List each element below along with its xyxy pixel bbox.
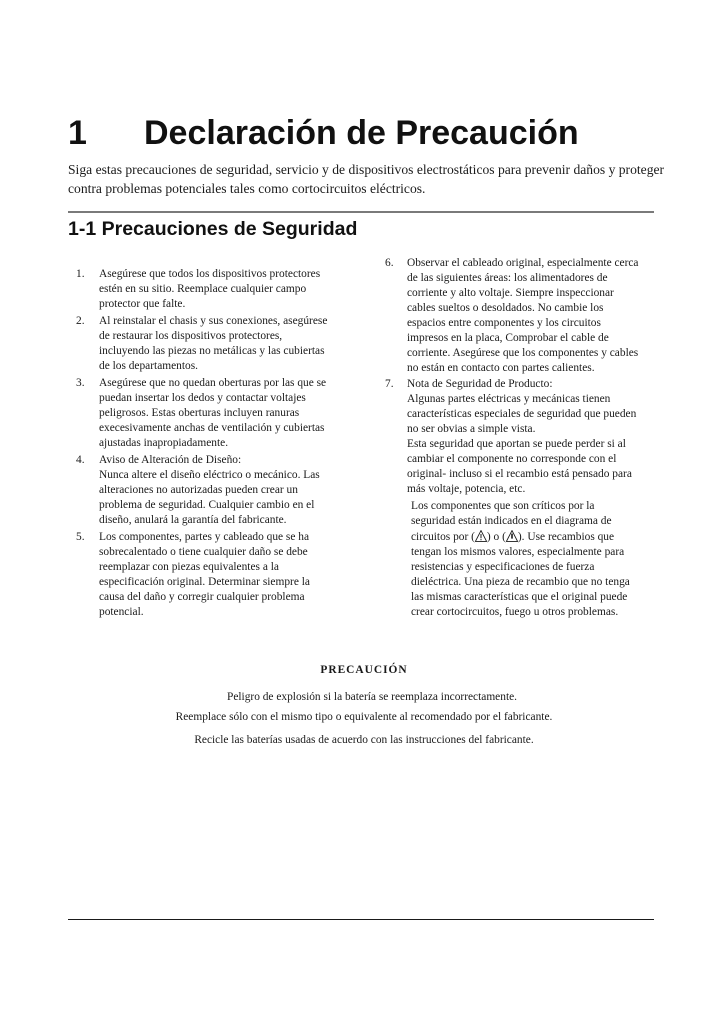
chapter-number: 1 [68,114,87,152]
item-line: execesivamente anchas de ventilación y cubiertas [99,422,325,434]
item-line: de las siguientes áreas: los alimentadores de [407,272,608,284]
item-line: puedan insertar los dedos y contactar voltajes [99,392,306,404]
note-line: las mismas características que el original puede [411,591,628,603]
list-item [70,530,370,620]
item-line: cambiar el componente no corresponde con el [407,453,617,465]
section-divider [68,211,654,213]
list-item [378,377,658,620]
warning-triangle-exclamation-icon [506,530,518,542]
item-line: Observar el cableado original, especialmente cerca [407,257,639,269]
item-line: Al reinstalar el chasis y sus conexiones, asegúrese [99,315,328,327]
item-line: impresos en la placa, Comprobar el cable de [407,332,609,344]
item-line: Algunas partes eléctricas y mecánicas tienen [407,393,611,405]
item-line: Asegúrese que no quedan oberturas por las que se [99,377,327,389]
item-line: causa del daño y corregir cualquier problema [99,591,305,603]
item-number: 1. [76,268,85,280]
note-line: resistencias y especificaciones de fuerza [411,561,595,573]
footer-divider [68,919,654,920]
item-line: diseño, anulará la garantía del fabricante. [99,514,287,526]
item-line: peligrosos. Estas oberturas incluyen ranuras [99,407,300,419]
list-item [70,453,370,528]
item-line: cables sueltos o desoldados. No cambie los [407,302,604,314]
item-line: Nunca altere el diseño eléctrico o mecánico. Las [99,469,320,481]
item-line: Nota de Seguridad de Producto: [407,378,553,390]
item-line: ajustadas inapropiadamente. [99,437,229,449]
item-line: características especiales de seguridad que pueden [407,408,637,420]
item-number: 5. [76,531,85,543]
item-line: estén en su sitio. Reemplace cualquier campo [99,283,307,295]
intro-line: Siga estas precauciones de seguridad, servicio y de dispositivos electrostáticos para prevenir daños y proteger [68,162,665,177]
item-number: 7. [385,378,394,390]
safety-list-right [378,256,658,621]
caution-line: Peligro de explosión si la batería se reemplaza incorrectamente. [226,691,518,703]
caution-line: Reemplace sólo con el mismo tipo o equivalente al recomendado por el fabricante. [175,711,553,723]
item-number: 3. [76,377,85,389]
list-item [70,314,370,374]
item-line: potencial. [99,606,144,618]
item-line: de los departamentos. [99,360,199,372]
item-line: de restaurar los dispositivos protectores, [99,330,283,342]
item-line: alteraciones no autorizadas pueden crear un [99,484,298,496]
item-line: Asegúrese que todos los dispositivos protectores [99,268,321,280]
note-line: seguridad están indicados en el diagrama de [411,515,612,527]
item-line: Los componentes, partes y cableado que se ha [99,531,310,543]
item-number: 2. [76,315,85,327]
item-line: original- incluso si el recambio está pensado para [407,468,632,480]
item-line: reemplazar con piezas equivalentes a la [99,561,279,573]
item-line: problema de seguridad. Cualquier cambio en el [99,499,315,511]
item-line: corriente y alto voltaje. Siempre inspeccionar [407,287,614,299]
item-number: 6. [385,257,394,269]
item-line: protector que falte. [99,298,186,310]
critical-components-note [407,499,658,620]
note-line-with-icons [411,530,658,545]
note-line: Los componentes que son críticos por la [411,500,595,512]
item-line: no ser obvias a simple vista. [407,423,536,435]
note-line: tengan los mismos valores, especialmente para [411,546,625,558]
item-line: espacios entre componentes y los circuitos [407,317,601,329]
chapter-heading [68,108,668,158]
item-line: corriente. Asegúrese que los componentes y cables [407,347,639,359]
chapter-title: Declaración de Precaución [144,114,579,152]
note-text: ). Use recambios que [517,531,615,543]
section-title: 1-1 Precauciones de Seguridad [68,218,358,240]
item-line: no están en contacto con partes calientes. [407,362,595,374]
item-number: 4. [76,454,85,466]
item-line: incluyendo las piezas no metálicas y las cubiertas [99,345,325,357]
item-line: Esta seguridad que aportan se puede perder si al [407,438,626,450]
list-item [70,267,370,312]
item-line: sobrecalentado o tiene cualquier daño se debe [99,546,308,558]
safety-list-left [70,267,370,622]
intro-paragraph [68,160,668,198]
caution-title: PRECAUCIÓN [320,664,408,676]
caution-line: Recicle las baterías usadas de acuerdo con las instrucciones del fabricante. [194,734,534,746]
list-item [378,256,658,376]
item-line: Aviso de Alteración de Diseño: [99,454,242,466]
note-text: circuitos por ( [411,531,475,543]
list-item [70,376,370,451]
item-line: especificación original. Determinar siempre la [99,576,310,588]
intro-line: contra problemas potenciales tales como cortocircuitos eléctricos. [68,181,426,196]
note-line: dieléctrica. Una pieza de recambio que no tenga [411,576,630,588]
item-line: más voltaje, potencia, etc. [407,483,526,495]
note-line: crear cortocircuitos, fuego u otros problemas. [411,606,619,618]
note-text: ) o ( [486,531,506,543]
warning-triangle-icon [475,530,487,542]
